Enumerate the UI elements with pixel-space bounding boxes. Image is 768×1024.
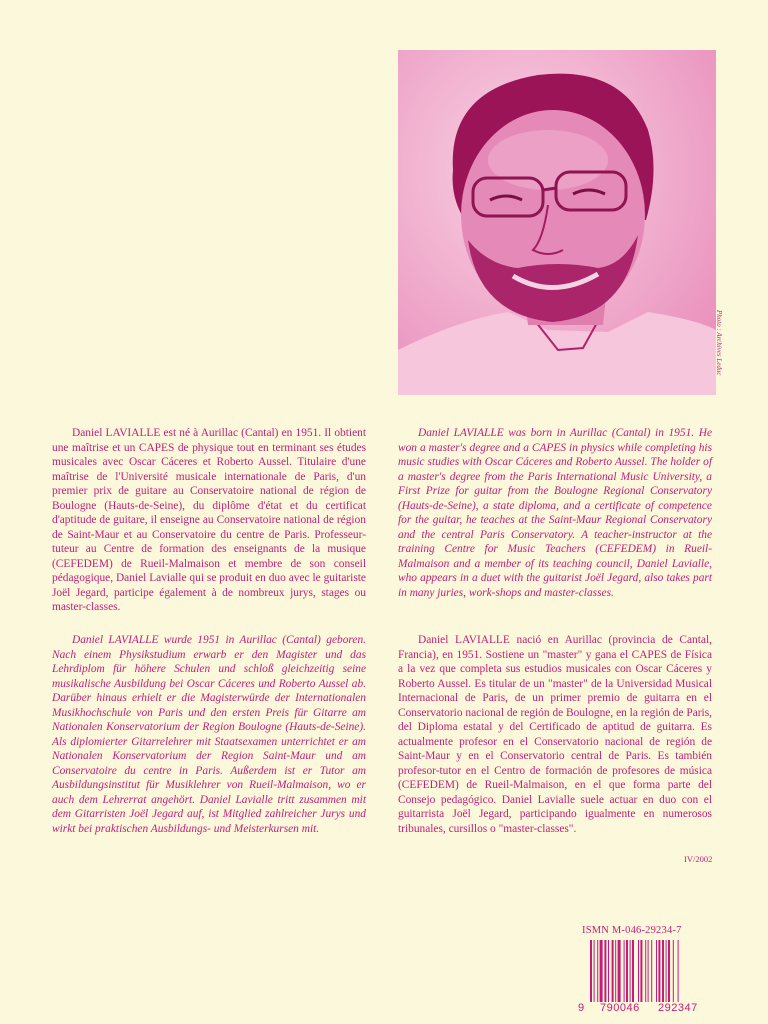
barcode-bar xyxy=(608,940,609,1002)
bio-english xyxy=(398,426,712,600)
barcode-bar xyxy=(604,940,606,1002)
barcode-bar xyxy=(612,940,614,1002)
barcode-bar xyxy=(618,940,621,1002)
barcode-bar xyxy=(638,940,639,1002)
barcode-bar xyxy=(668,940,670,1002)
bio-french xyxy=(52,426,366,615)
barcode-bar xyxy=(648,940,649,1002)
portrait-photo xyxy=(398,50,716,395)
barcode-bars xyxy=(590,940,712,1002)
barcode-lead-digit: 9 xyxy=(578,1002,585,1014)
barcode-group-2: 292347 xyxy=(658,1002,698,1014)
barcode-bar xyxy=(615,940,616,1002)
bio-spanish-text: Daniel LAVIALLE nació en Aurillac (provincia de Cantal, Francia), en 1951. Sostiene un "master" y gana el CAPES de Física a la vez que completa sus estudios musicales con Oscar Cáceres y Roberto Aussel. Es titular de un "master" de la Universidad Musical Internacional de Paris, de un primer premio de guitarra en el Conservatorio nacional de región de Boulogne, en la región de Paris, del Diploma estatal y del Certificado de aptitud de guitarra. Es actualmente profesor en el Conservatorio nacional de región de Saint-Maur y en el Conservatorio central de Paris. Es también profesor-tutor en el Centro de formación de profesores de música (CEFEDEM) de Rueil-Malmaison, en el que forma parte del Consejo pedagógico. Daniel Lavialle suele actuar en duo con el guitarrista Joël Jegard, participando igualmente en numerosos tribunales, cursillos o "master-classes". xyxy=(398,634,712,835)
barcode-bar xyxy=(645,940,646,1002)
barcode-bar xyxy=(624,940,625,1002)
barcode-bar xyxy=(594,940,595,1002)
barcode xyxy=(566,940,716,1016)
barcode-bar xyxy=(673,940,674,1002)
barcode-group-1: 790046 xyxy=(600,1002,640,1014)
barcode-bar xyxy=(658,940,660,1002)
photo-credit: Photo : Archives Leduc xyxy=(715,310,723,376)
ismn-number: ISMN M-046-29234-7 xyxy=(582,925,682,936)
barcode-bar xyxy=(600,940,603,1002)
barcode-bar xyxy=(662,940,664,1002)
bio-french-text: Daniel LAVIALLE est né à Aurillac (Cantal) en 1951. Il obtient une maîtrise et un CAPES de physique tout en terminant ses études musicales avec Oscar Cáceres et Roberto Aussel. Titulaire d'une maîtrise de l'Université musicale internationale de Paris, d'un premier prix de guitare au Conservatoire national de région de Boulogne (Hauts-de-Seine), du diplôme d'état et du certificat d'aptitude de guitare, il enseigne au Conservatoire national de région de Saint-Maur et au Conservatoire du centre de Paris. Professeur-tuteur au Centre de formation des enseignants de la musique (CEFEDEM) de Rueil-Malmaison et membre de son conseil pédagogique, Daniel Lavialle qui se produit en duo avec le guitariste Joël Jegard, participe également à de nombreux jurys, stages ou master-classes. xyxy=(52,427,366,613)
barcode-bar xyxy=(597,940,598,1002)
barcode-bar xyxy=(626,940,628,1002)
barcode-bar xyxy=(630,940,631,1002)
bio-english-text: Daniel LAVIALLE was born in Aurillac (Cantal) in 1951. He won a master's degree and a CAPES in physics while completing his music studies with Oscar Cáceres and Roberto Aussel. The holder of a master's degree from the Paris International Music University, a First Prize for guitar from the Boulogne Regional Conservatory (Hauts-de-Seine), a state diploma, and a certificate of competence for the guitar, he teaches at the Saint-Maur Regional Conservatory and the central Paris Conservatory. A teacher-instructor at the training Centre for Music Teachers (CEFEDEM) in Rueil-Malmaison and a member of its teaching council, Daniel Lavialle, who appears in a duet with the guitarist Joël Jegard, also takes part in many juries, work-shops and master-classes. xyxy=(398,427,712,599)
barcode-bar xyxy=(651,940,652,1002)
portrait-illustration xyxy=(398,50,716,395)
barcode-bar xyxy=(590,940,592,1002)
bio-german xyxy=(52,633,366,836)
barcode-bar xyxy=(666,940,667,1002)
bio-german-text: Daniel LAVIALLE wurde 1951 in Aurillac (Cantal) geboren. Nach einem Physikstudium erwarb er den Magister und das Lehrdiplom für höhere Schulen und schloß gleichzeitig seine musikalische Ausbildung bei Oscar Cáceres und Roberto Aussel ab. Darüber hinaus erhielt er die Magisterwürde der Internationalen Musikhochschule von Paris und den ersten Preis für Gitarre am Nationalen Konservatorium der Region Boulogne (Hauts-de-Seine). Als diplomierter Gitarrelehrer mit Staatsexamen unterrichtet er am Nationalen Konservatorium der Region Saint-Maur und am Conservatoire du centre in Paris. Außerdem ist er Tutor am Ausbildungsinstitut für Musiklehrer von Rueil-Malmaison, wo er auch dem Lehrerrat angehört. Daniel Lavialle tritt zusammen mit dem Gitarristen Joël Jegard auf, ist Mitglied zahlreicher Jurys und wirkt bei praktischen Ausbildungs- und Meisterkursen mit. xyxy=(52,634,366,835)
barcode-bar xyxy=(656,940,657,1002)
barcode-bar xyxy=(632,940,634,1002)
barcode-bar xyxy=(640,940,642,1002)
barcode-bar xyxy=(678,940,679,1002)
bio-spanish xyxy=(398,633,712,836)
edition-date: IV/2002 xyxy=(684,854,713,864)
